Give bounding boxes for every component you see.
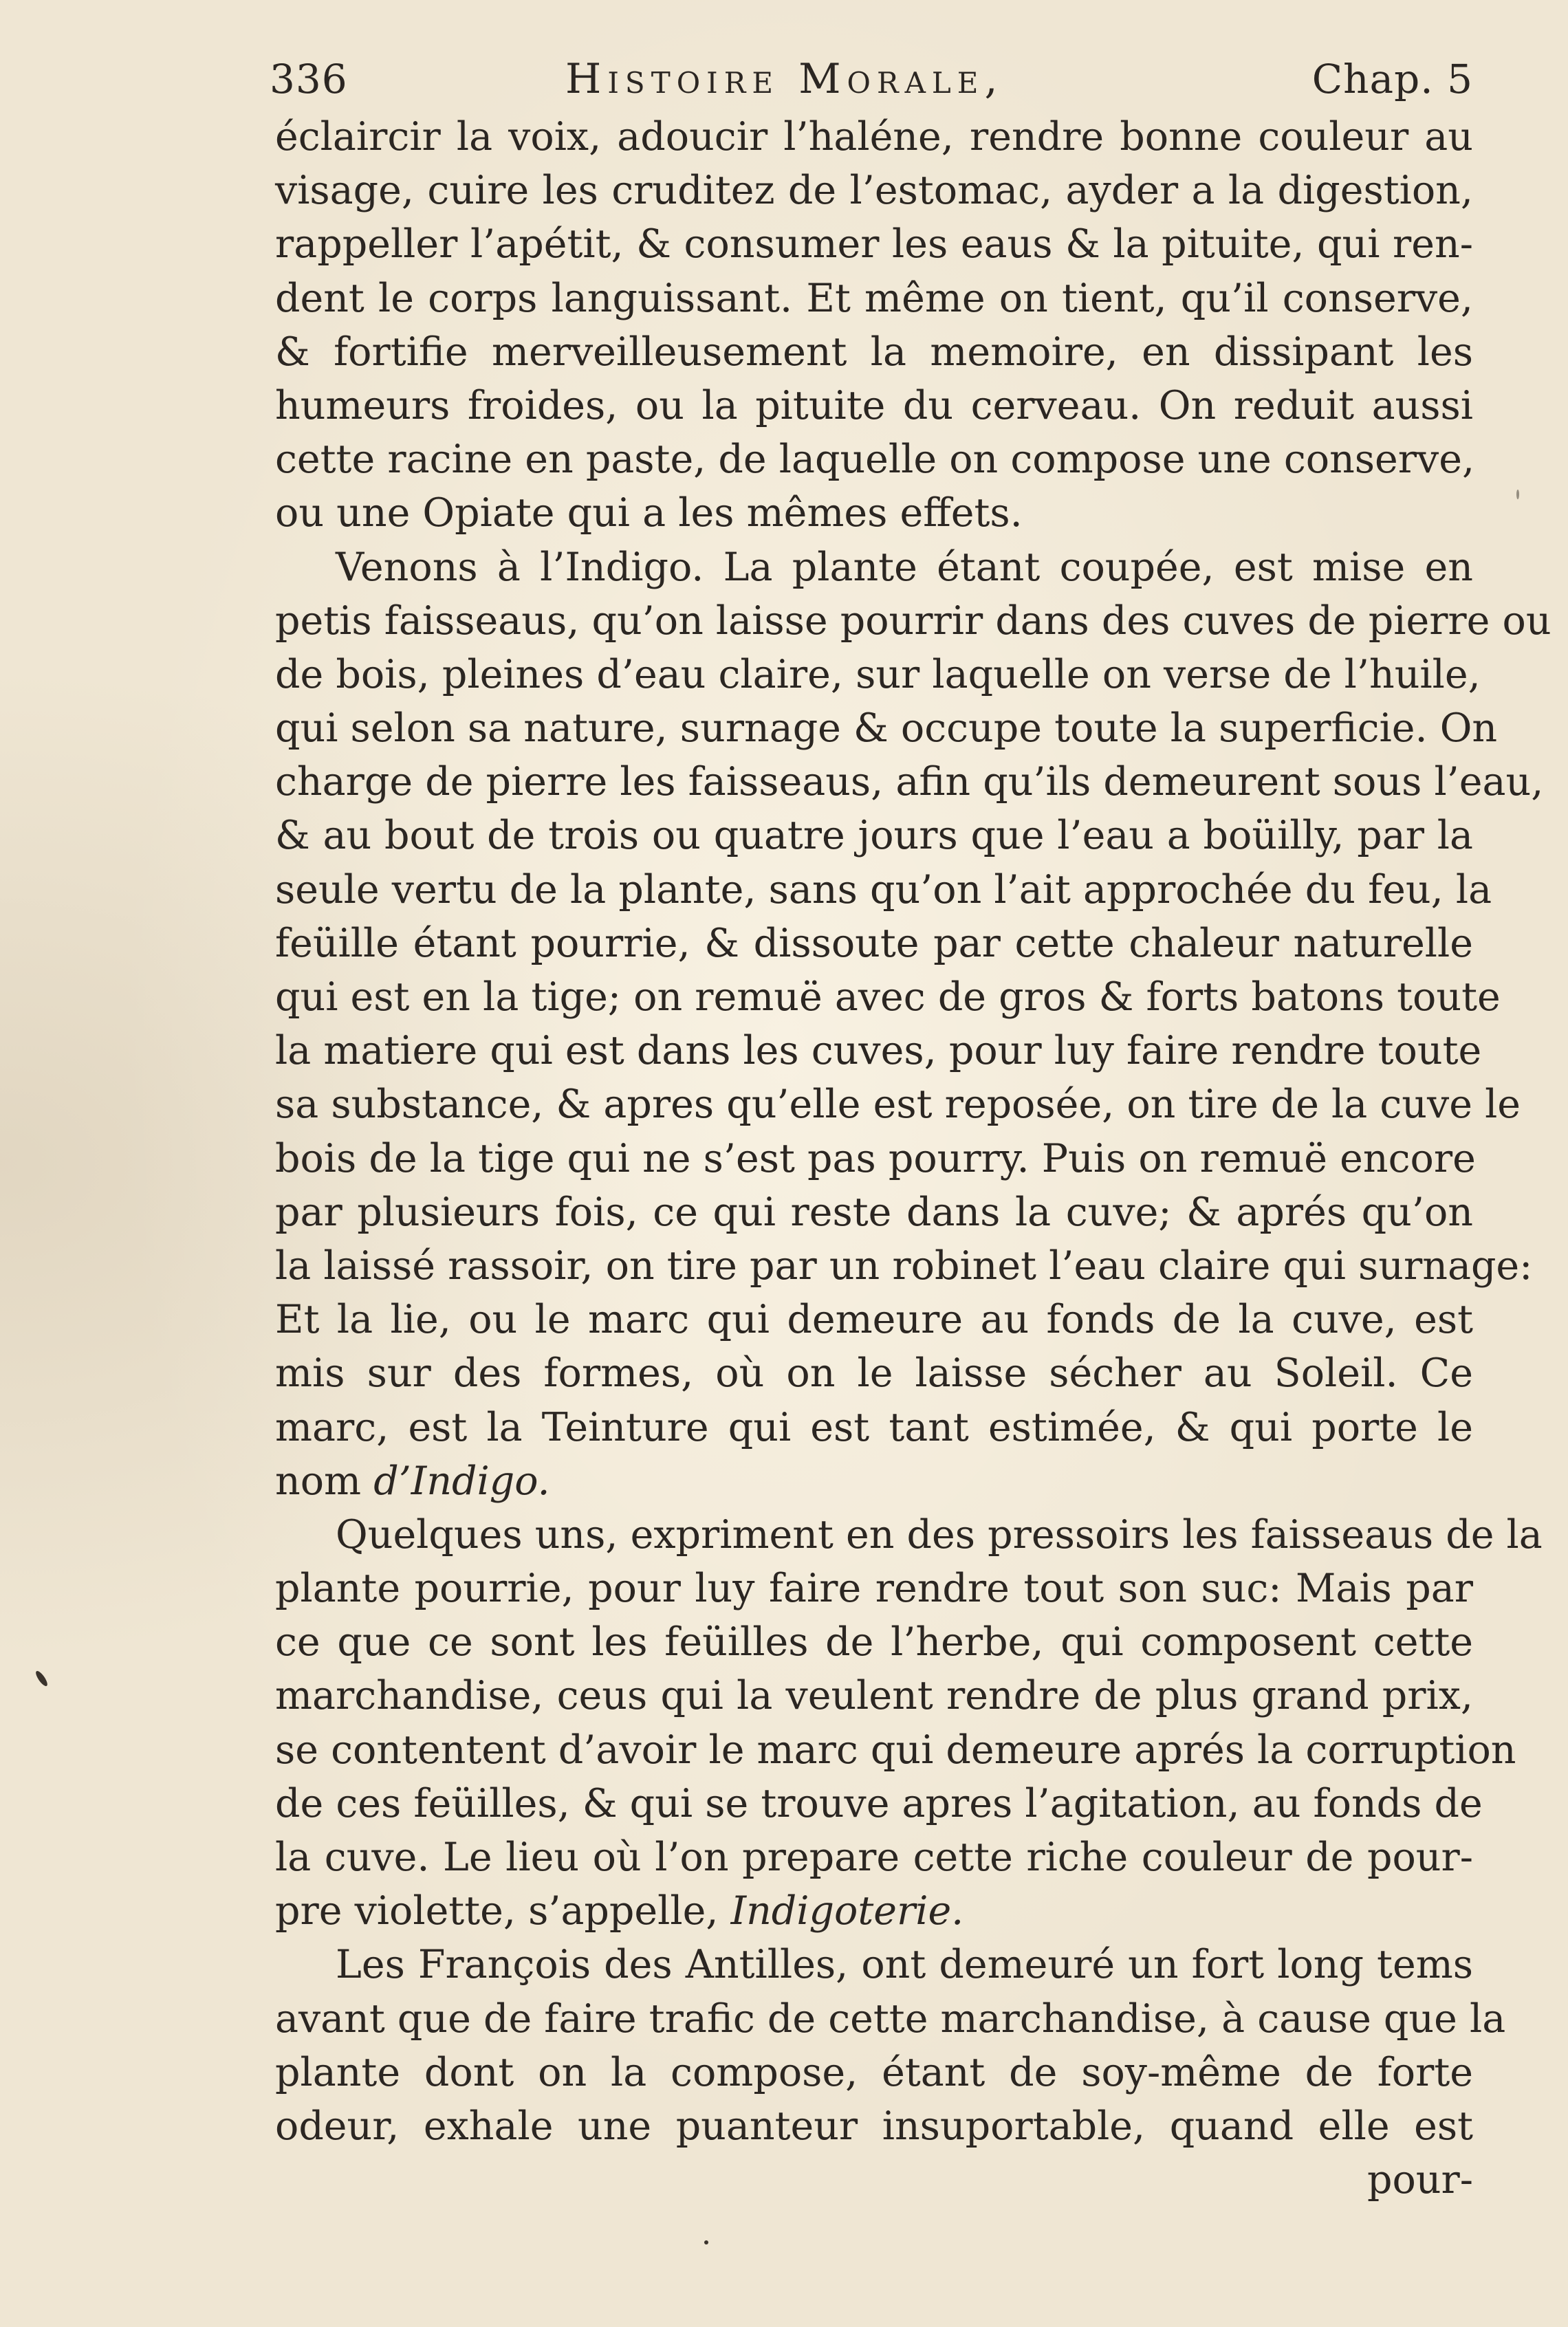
text-line <box>275 1454 1473 1508</box>
text-line: seule vertu de la plante, sans qu’on l’ait approchée du feu, la <box>275 866 1492 913</box>
running-header <box>270 48 1473 110</box>
catchword: pour- <box>1366 2157 1473 2203</box>
line-text: nom <box>275 1458 362 1504</box>
text-line: charge de pierre les faisseaus, afin qu’ils demeurent sous l’eau, <box>275 759 1544 805</box>
text-line: visage, cuire les cruditez de l’estomac, ayder a la digestion, <box>275 168 1473 214</box>
text-line: sa substance, & apres qu’elle est reposée, on tire de la cuve le <box>275 1082 1521 1128</box>
italic-term: d’Indigo. <box>373 1458 550 1504</box>
text-line: qui est en la tige; on remuë avec de gros & forts batons toute <box>275 974 1501 1020</box>
line-text: pre violette, s’appelle, <box>275 1888 719 1934</box>
page-number: 336 <box>270 56 348 102</box>
text-line: ou une Opiate qui a les mêmes effets. <box>275 490 1023 536</box>
text-line: odeur, exhale une puanteur insuportable, quand elle est <box>275 2103 1473 2149</box>
text-line: dent le corps languissant. Et même on tient, qu’il conserve, <box>275 275 1473 321</box>
text-line: mis sur des formes, où on le laisse sécher au Soleil. Ce <box>275 1351 1473 1397</box>
text-line: marchandise, ceus qui la veulent rendre de plus grand prix, <box>275 1673 1473 1719</box>
text-line: cette racine en paste, de laquelle on compose une conserve, <box>275 437 1475 483</box>
text-line: de bois, pleines d’eau claire, sur laquelle on verse de l’huile, <box>275 651 1481 697</box>
text-line: & fortifie merveilleusement la memoire, en dissipant les <box>275 329 1473 375</box>
paragraph-start: Les François des Antilles, ont demeuré un fort long tems <box>336 1942 1473 1988</box>
text-line: petis faisseaus, qu’on laisse pourrir dans des cuves de pierre ou <box>275 598 1551 644</box>
text-line: avant que de faire trafic de cette marchandise, à cause que la <box>275 1996 1506 2042</box>
paragraph-start: Venons à l’Indigo. La plante étant coupée, est mise en <box>336 544 1473 590</box>
text-line: éclaircir la voix, adoucir l’haléne, rendre bonne couleur au <box>275 114 1473 160</box>
text-line: de ces feüilles, & qui se trouve apres l’agitation, au fonds de <box>275 1780 1483 1826</box>
text-line: humeurs froides, ou la pituite du cerveau. On reduit aussi <box>275 382 1473 428</box>
italic-term: Indigoterie. <box>730 1888 964 1934</box>
text-line: rappeller l’apétit, & consumer les eaus & la pituite, qui ren- <box>275 221 1473 267</box>
text-line: & au bout de trois ou quatre jours que l’eau a boüilly, par la <box>275 813 1473 859</box>
ink-mark <box>1516 490 1519 499</box>
ink-mark <box>704 2240 708 2244</box>
text-line: feüille étant pourrie, & dissoute par cette chaleur naturelle <box>275 920 1473 966</box>
text-line: plante pourrie, pour luy faire rendre tout son suc: Mais par <box>275 1566 1473 1612</box>
text-line: la matiere qui est dans les cuves, pour luy faire rendre toute <box>275 1028 1482 1074</box>
text-line: ce que ce sont les feüilles de l’herbe, qui composent cette <box>275 1619 1473 1665</box>
text-line: plante dont on la compose, étant de soy-même de forte <box>275 2049 1473 2095</box>
text-line: marc, est la Teinture qui est tant estimée, & qui porte le <box>275 1404 1473 1450</box>
text-line: la laissé rassoir, on tire par un robinet l’eau claire qui surnage: <box>275 1243 1533 1289</box>
text-line <box>275 1884 1473 1938</box>
text-line: qui selon sa nature, surnage & occupe toute la superficie. On <box>275 706 1498 752</box>
chapter-label: Chap. 5 <box>1311 56 1473 102</box>
text-line: la cuve. Le lieu où l’on prepare cette riche couleur de pour- <box>275 1835 1473 1880</box>
paragraph-start: Quelques uns, expriment en des pressoirs les faisseaus de la <box>336 1511 1543 1558</box>
running-title: Histoire Morale, <box>565 55 1004 103</box>
text-line: se contentent d’avoir le marc qui demeure aprés la corruption <box>275 1727 1516 1773</box>
text-line: Et la lie, ou le marc qui demeure au fonds de la cuve, est <box>275 1297 1473 1343</box>
text-line: par plusieurs fois, ce qui reste dans la cuve; & aprés qu’on <box>275 1189 1473 1235</box>
text-line: bois de la tige qui ne s’est pas pourry. Puis on remuë encore <box>275 1135 1476 1181</box>
body-text <box>275 110 1551 2207</box>
